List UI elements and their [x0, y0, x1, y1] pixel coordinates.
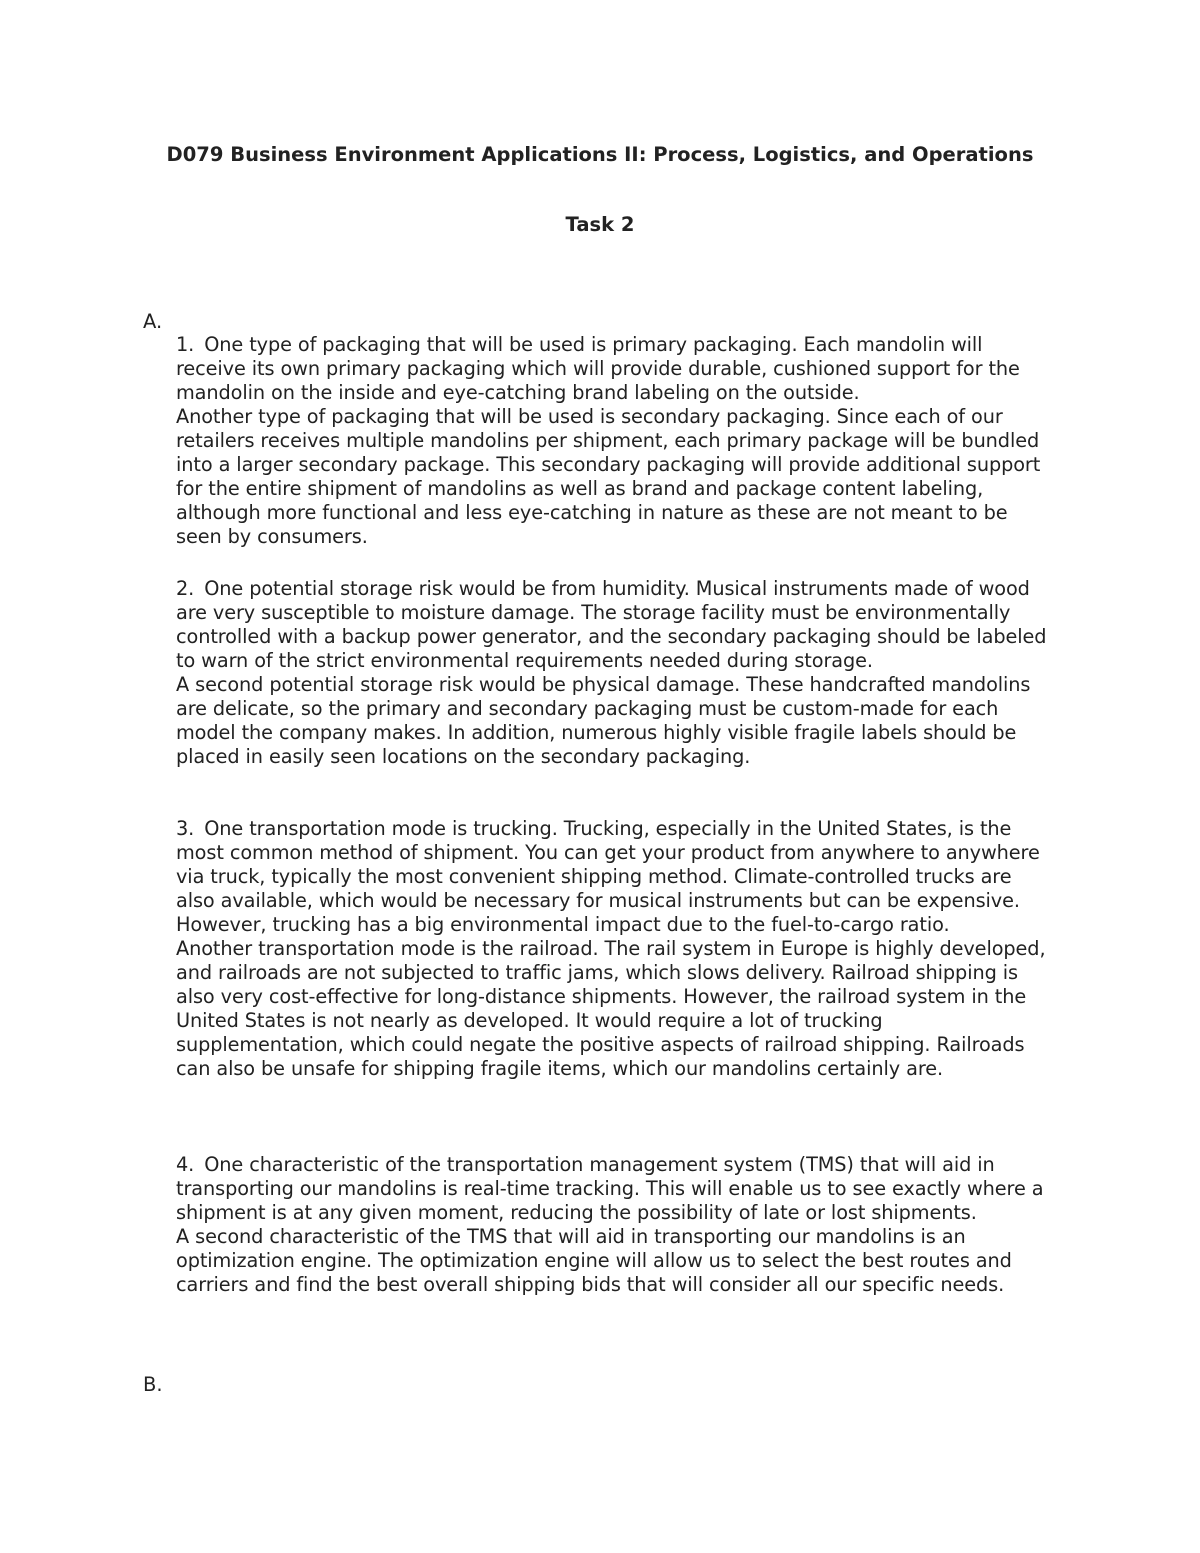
answer-item-3-first-text: One transportation mode is trucking. Trucking, especially in the United States, is the most common method of shipment. You can get your product from anywhere to anywhere via truck, typically the most convenient shipping method. Climate-controlled trucks are also available, which would be necessary for musical instruments but can be expensive. However, trucking has a big environmental impact due to the fuel-to-cargo ratio.: [176, 817, 1040, 936]
answer-item-1-number: 1.: [176, 333, 195, 356]
answer-item-1: [176, 333, 1056, 549]
section-b-label: B.: [143, 1373, 163, 1396]
answer-item-2-first: [176, 577, 1056, 673]
answer-item-3-number: 3.: [176, 817, 195, 840]
document-subtitle: Task 2: [565, 213, 635, 236]
answer-item-1-first-text: One type of packaging that will be used is primary packaging. Each mandolin will receive its own primary packaging which will provide durable, cushioned support for the mandolin on the inside and eye-catching brand labeling on the outside.: [176, 333, 1020, 404]
answer-item-1-first: [176, 333, 1056, 405]
answer-item-1-second: Another type of packaging that will be used is secondary packaging. Since each of our retailers receives multiple mandolins per shipment, each primary package will be bundled into a larger secondary package. This secondary packaging will provide additional support for the entire shipment of mandolins as well as brand and package content labeling, although more functional and less eye-catching in nature as these are not meant to be seen by consumers.: [176, 405, 1041, 548]
document-title: D079 Business Environment Applications II: Process, Logistics, and Operations: [166, 143, 1034, 166]
answer-item-3-second: Another transportation mode is the railroad. The rail system in Europe is highly developed, and railroads are not subjected to traffic jams, which slows delivery. Railroad shipping is also very cost-effective for long-distance shipments. However, the railroad system in the United States is not nearly as developed. It would require a lot of trucking supplementation, which could negate the positive aspects of railroad shipping. Railroads can also be unsafe for shipping fragile items, which our mandolins certainly are.: [176, 937, 1046, 1080]
answer-item-4-first-text: One characteristic of the transportation management system (TMS) that will aid in transporting our mandolins is real-time tracking. This will enable us to see exactly where a shipment is at any given moment, reducing the possibility of late or lost shipments.: [176, 1153, 1044, 1224]
section-a-label: A.: [143, 310, 163, 333]
answer-item-4: [176, 1153, 1056, 1297]
answer-item-2: [176, 577, 1056, 769]
answer-item-4-second: A second characteristic of the TMS that will aid in transporting our mandolins is an optimization engine. The optimization engine will allow us to select the best routes and carriers and find the best overall shipping bids that will consider all our specific needs.: [176, 1225, 1012, 1296]
answer-item-4-first: [176, 1153, 1056, 1225]
answer-item-2-first-text: One potential storage risk would be from humidity. Musical instruments made of wood are very susceptible to moisture damage. The storage facility must be environmentally controlled with a backup power generator, and the secondary packaging should be labeled to warn of the strict environmental requirements needed during storage.: [176, 577, 1047, 672]
answer-item-3-first: [176, 817, 1056, 937]
answer-item-2-second: A second potential storage risk would be physical damage. These handcrafted mandolins are delicate, so the primary and secondary packaging must be custom-made for each model the company makes. In addition, numerous highly visible fragile labels should be placed in easily seen locations on the secondary packaging.: [176, 673, 1031, 768]
answer-item-4-number: 4.: [176, 1153, 195, 1176]
answer-item-3: [176, 817, 1056, 1081]
answer-item-2-number: 2.: [176, 577, 195, 600]
